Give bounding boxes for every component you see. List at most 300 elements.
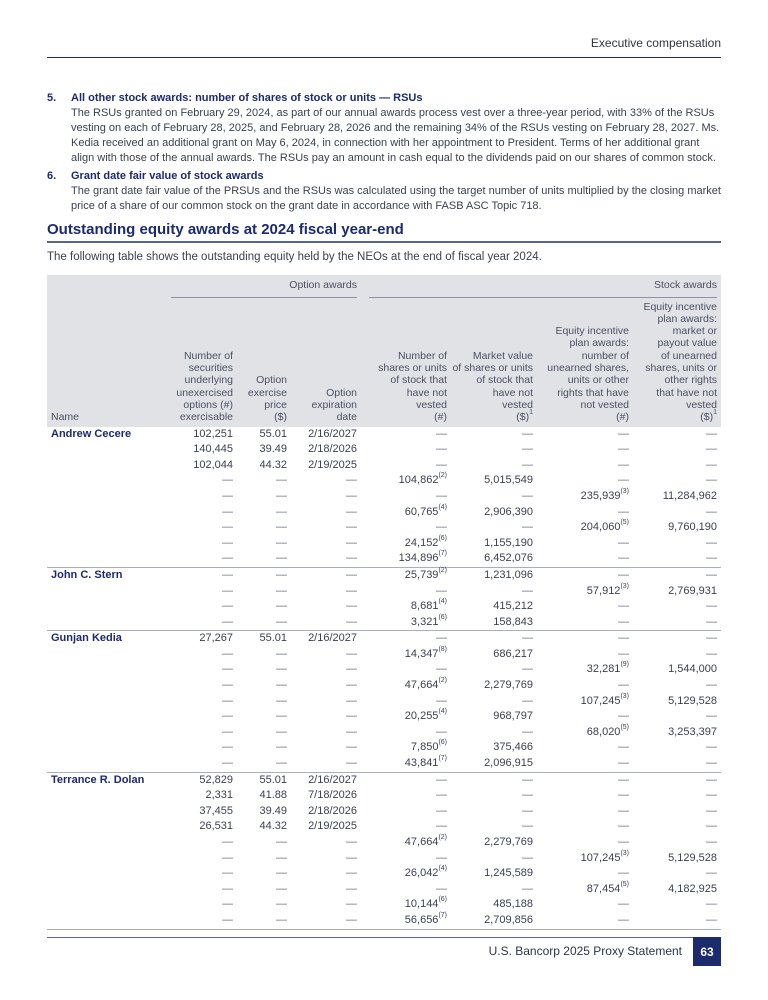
unvested-market-value: 2,709,856 — [451, 913, 537, 929]
unearned-payout-value: 5,129,528 — [668, 851, 717, 864]
unearned-shares: — — [618, 600, 629, 613]
expiration-date: — — [346, 521, 357, 534]
table-row — [47, 427, 721, 443]
unearned-shares: 235,939$^{(3)}$ — [580, 487, 629, 502]
unvested-shares: 56,656$^{(7)}$ — [361, 913, 451, 929]
options-exercisable: — — [222, 600, 233, 613]
exercise-price: — — [276, 851, 287, 864]
footnotes — [47, 91, 721, 217]
exercise-price: — — [276, 474, 287, 487]
unvested-market-value: — — [522, 725, 533, 738]
unearned-shares: — — [618, 443, 629, 456]
unvested-shares: 8,681$^{(4)}$ — [410, 598, 447, 613]
expiration-date: — — [346, 584, 357, 597]
equity-awards-table-wrapper — [47, 275, 721, 930]
name-cell — [47, 458, 165, 474]
column-header: Option expiration date — [311, 386, 357, 424]
footnote-6 — [47, 169, 721, 214]
footnote-ref: (3) — [620, 487, 629, 495]
options-exercisable: — — [222, 521, 233, 534]
expiration-date: — — [346, 898, 357, 911]
unvested-shares: — — [436, 725, 447, 738]
footnote-ref: (6) — [438, 896, 447, 904]
unearned-payout-value: — — [706, 443, 717, 456]
expiration-date: — — [346, 851, 357, 864]
column-header: Equity incentive plan awards: number of unearned shares, units or other rights that have not vested (#) — [547, 325, 629, 424]
unvested-shares: — — [436, 489, 447, 502]
exercise-price: 44.32 — [259, 820, 287, 833]
unvested-market-value: 375,466 — [493, 741, 533, 754]
unvested-shares: 25,739$^{(2)}$ — [404, 566, 447, 581]
footnote-ref: (3) — [620, 849, 629, 857]
unvested-shares: 104,862$^{(2)}$ — [398, 472, 447, 487]
table-row — [47, 615, 721, 631]
unearned-payout-value: — — [706, 836, 717, 848]
unearned-payout-value: — — [633, 756, 721, 772]
exercise-price: 41.88 — [259, 789, 287, 802]
exercise-price: — — [276, 647, 287, 660]
unvested-market-value: — — [522, 458, 533, 471]
unearned-payout-value: — — [706, 867, 717, 880]
unvested-market-value: — — [522, 443, 533, 456]
options-exercisable: 102,251 — [193, 427, 233, 440]
name-cell — [47, 584, 165, 600]
exercise-price: 55.01 — [259, 427, 287, 440]
unearned-payout-value: — — [706, 600, 717, 613]
unearned-shares: — — [618, 789, 629, 802]
footnote-title: All other stock awards: number of shares of stock or units — RSUs — [71, 92, 423, 104]
table-row — [47, 489, 721, 505]
unearned-shares: — — [537, 913, 633, 929]
page-number: 63 — [693, 937, 721, 966]
table-row — [47, 756, 721, 772]
footnote-title: Grant date fair value of stock awards — [71, 170, 264, 182]
section-rule — [47, 241, 721, 243]
unearned-payout-value: — — [706, 710, 717, 723]
unearned-payout-value: — — [633, 551, 721, 567]
name-cell — [47, 551, 165, 567]
footnote-body: The grant date fair value of the PRSUs and the RSUs was calculated using the target number of units multiplied by the closing market price of a share of our common stock on the grant date in accordance with FASB ASC Topic 718. — [71, 185, 721, 212]
equity-awards-table — [47, 275, 721, 930]
options-exercisable: — — [222, 882, 233, 895]
unvested-market-value: — — [522, 773, 533, 786]
footnote-ref: (5) — [620, 880, 629, 888]
table-row — [47, 505, 721, 521]
table-row — [47, 740, 721, 756]
unvested-market-value: — — [522, 427, 533, 440]
options-exercisable: 37,455 — [199, 804, 233, 817]
footnote-ref: (4) — [438, 708, 447, 716]
table-row — [47, 662, 721, 678]
unearned-shares: — — [618, 898, 629, 911]
name-cell — [47, 615, 165, 631]
options-exercisable: — — [165, 615, 237, 631]
unearned-shares: — — [618, 647, 629, 660]
unearned-payout-value: 4,182,925 — [668, 882, 717, 895]
expiration-date: 2/19/2025 — [308, 820, 357, 833]
unvested-market-value: — — [522, 694, 533, 707]
exercise-price: — — [276, 898, 287, 911]
name-cell — [47, 520, 165, 536]
options-exercisable: 2,331 — [205, 789, 233, 802]
header-rule — [47, 57, 721, 58]
exercise-price: 55.01 — [259, 773, 287, 786]
unvested-shares: — — [436, 584, 447, 597]
name-cell — [47, 662, 165, 678]
unearned-shares: 68,020$^{(5)}$ — [586, 723, 629, 738]
exercise-price: — — [276, 663, 287, 676]
expiration-date: — — [291, 615, 361, 631]
table-row — [47, 567, 721, 583]
name-cell — [47, 756, 165, 772]
unvested-shares: — — [436, 458, 447, 471]
unearned-shares: — — [618, 458, 629, 471]
exercise-price: — — [276, 505, 287, 518]
options-exercisable: — — [222, 584, 233, 597]
options-exercisable: — — [222, 647, 233, 660]
options-exercisable: — — [222, 851, 233, 864]
unearned-payout-value: — — [706, 773, 717, 786]
expiration-date: — — [346, 867, 357, 880]
exercise-price: — — [276, 836, 287, 848]
name-cell — [47, 866, 165, 882]
unearned-payout-value: — — [706, 568, 717, 581]
exercise-price: — — [237, 551, 291, 567]
options-exercisable: 102,044 — [193, 458, 233, 471]
section-intro: The following table shows the outstanding equity held by the NEOs at the end of fiscal year 2024. — [47, 251, 542, 263]
exercise-price: — — [276, 694, 287, 707]
table-row — [47, 599, 721, 615]
unearned-shares: 204,060$^{(5)}$ — [580, 519, 629, 534]
name-cell — [47, 647, 165, 663]
unearned-shares: — — [618, 427, 629, 440]
footer-doc-title: U.S. Bancorp 2025 Proxy Statement — [488, 944, 682, 958]
unvested-market-value: — — [522, 632, 533, 645]
table-row — [47, 631, 721, 647]
group-stock-awards — [361, 275, 721, 301]
unearned-payout-value: — — [706, 898, 717, 911]
exercise-price: — — [276, 600, 287, 613]
expiration-date: 2/18/2026 — [308, 804, 357, 817]
unvested-shares: — — [436, 851, 447, 864]
table-row — [47, 913, 721, 929]
table-row — [47, 835, 721, 851]
unvested-shares: 60,765$^{(4)}$ — [404, 503, 447, 518]
expiration-date: — — [346, 505, 357, 518]
table-row — [47, 442, 721, 458]
expiration-date: — — [291, 551, 361, 567]
table-row — [47, 694, 721, 710]
unvested-market-value: 5,015,549 — [484, 474, 533, 487]
options-exercisable: 140,445 — [193, 443, 233, 456]
exercise-price: 44.32 — [259, 458, 287, 471]
unearned-shares: 32,281$^{(9)}$ — [586, 661, 629, 676]
unearned-payout-value: 1,544,000 — [668, 663, 717, 676]
exercise-price: — — [276, 584, 287, 597]
expiration-date: — — [346, 489, 357, 502]
options-exercisable: — — [222, 741, 233, 754]
group-option-label: Option awards — [171, 278, 357, 298]
unvested-shares: 134,896$^{(7)}$ — [361, 551, 451, 567]
unvested-market-value: 1,245,589 — [484, 867, 533, 880]
unearned-shares: — — [618, 536, 629, 549]
exercise-price: — — [276, 568, 287, 581]
unearned-payout-value: 3,253,397 — [668, 725, 717, 738]
footnote-ref: (6) — [438, 739, 447, 747]
expiration-date: — — [346, 536, 357, 549]
expiration-date: 2/18/2026 — [308, 443, 357, 456]
name-cell — [47, 678, 165, 694]
expiration-date: 7/18/2026 — [308, 789, 357, 802]
table-row — [47, 804, 721, 820]
expiration-date: 2/16/2027 — [308, 632, 357, 645]
unvested-market-value: 158,843 — [451, 615, 537, 631]
unvested-shares: — — [436, 789, 447, 802]
expiration-date: — — [291, 756, 361, 772]
expiration-date: 2/16/2027 — [308, 427, 357, 440]
table-row — [47, 584, 721, 600]
table-row — [47, 866, 721, 882]
options-exercisable: — — [222, 536, 233, 549]
name-cell — [47, 913, 165, 929]
unvested-market-value: 2,096,915 — [451, 756, 537, 772]
name-cell — [47, 819, 165, 835]
footnote-ref: (5) — [620, 723, 629, 731]
options-exercisable: — — [222, 725, 233, 738]
expiration-date: — — [346, 725, 357, 738]
unearned-payout-value: — — [706, 741, 717, 754]
unvested-shares: 26,042$^{(4)}$ — [404, 865, 447, 880]
footnote-ref: (2) — [438, 472, 447, 480]
options-exercisable: — — [222, 836, 233, 848]
footnote-ref: (4) — [438, 503, 447, 511]
exercise-price: — — [276, 489, 287, 502]
unvested-market-value: 2,279,769 — [484, 679, 533, 692]
unvested-shares: 43,841$^{(7)}$ — [361, 756, 451, 772]
table-row — [47, 788, 721, 804]
unvested-shares: 20,255$^{(4)}$ — [404, 708, 447, 723]
table-body — [47, 427, 721, 930]
unvested-shares: — — [436, 632, 447, 645]
column-header: Number of securities underlying unexercised options (#) exercisable — [176, 349, 233, 424]
footnote-ref: (4) — [438, 865, 447, 873]
expiration-date: — — [346, 600, 357, 613]
options-exercisable: — — [165, 551, 237, 567]
unearned-payout-value: — — [633, 615, 721, 631]
table-row — [47, 897, 721, 913]
column-header: Equity incentive plan awards: market or payout value of unearned shares, units or other rights that have not vested ($)$^1$ — [643, 300, 717, 424]
expiration-date: — — [346, 679, 357, 692]
unearned-shares: — — [618, 568, 629, 581]
expiration-date: — — [346, 568, 357, 581]
options-exercisable: 52,829 — [199, 773, 233, 786]
unvested-market-value: — — [522, 521, 533, 534]
executive-name: Terrance R. Dolan — [51, 773, 145, 786]
table-row — [47, 536, 721, 552]
unvested-market-value: 2,906,390 — [484, 505, 533, 518]
options-exercisable: — — [222, 663, 233, 676]
expiration-date: — — [346, 647, 357, 660]
column-header: Number of shares or units of stock that have not vested (#) — [378, 349, 447, 424]
executive-name: Andrew Cecere — [51, 427, 132, 440]
column-header: Market value of shares or units of stock that have not vested ($)$^1$ — [452, 349, 533, 424]
unearned-shares: — — [537, 756, 633, 772]
unearned-payout-value: — — [706, 458, 717, 471]
name-cell — [47, 473, 165, 489]
table-row — [47, 851, 721, 867]
unvested-market-value: 415,212 — [493, 600, 533, 613]
name-cell — [47, 536, 165, 552]
name-cell — [47, 897, 165, 913]
expiration-date: — — [346, 741, 357, 754]
options-exercisable: — — [222, 694, 233, 707]
options-exercisable: — — [222, 679, 233, 692]
unvested-market-value: — — [522, 663, 533, 676]
unearned-shares: — — [618, 474, 629, 487]
unearned-shares: — — [537, 551, 633, 567]
unearned-shares: 57,912$^{(3)}$ — [586, 582, 629, 597]
footnote-ref: (5) — [620, 519, 629, 527]
unearned-shares: — — [618, 632, 629, 645]
expiration-date: — — [346, 836, 357, 848]
footnote-ref: (2) — [438, 677, 447, 685]
unvested-market-value: 686,217 — [493, 647, 533, 660]
unvested-shares: — — [436, 773, 447, 786]
options-exercisable: — — [222, 867, 233, 880]
unearned-shares: 87,454$^{(5)}$ — [586, 880, 629, 895]
unvested-shares: 7,850$^{(6)}$ — [410, 739, 447, 754]
exercise-price: 55.01 — [259, 632, 287, 645]
name-cell — [47, 788, 165, 804]
expiration-date: — — [346, 663, 357, 676]
unvested-market-value: 485,188 — [493, 898, 533, 911]
expiration-date: — — [346, 882, 357, 895]
footnote-ref: (8) — [438, 645, 447, 653]
expiration-date: — — [291, 913, 361, 929]
unvested-shares: — — [436, 427, 447, 440]
group-stock-label: Stock awards — [369, 278, 717, 298]
unearned-shares: — — [618, 679, 629, 692]
unearned-payout-value: — — [706, 679, 717, 692]
unvested-shares: — — [436, 820, 447, 833]
options-exercisable: — — [222, 568, 233, 581]
table-row — [47, 473, 721, 489]
unearned-shares: — — [537, 615, 633, 631]
table-row — [47, 819, 721, 835]
executive-name: John C. Stern — [51, 568, 123, 581]
footnote-ref: (7) — [438, 755, 447, 763]
unearned-payout-value: — — [706, 804, 717, 817]
footnote-ref: (7) — [438, 550, 447, 558]
footnote-ref: (6) — [438, 613, 447, 621]
column-header: Option exercise price ($) — [247, 374, 287, 424]
table-row — [47, 772, 721, 788]
footnote-number: 6. — [47, 170, 57, 182]
unearned-shares: — — [618, 710, 629, 723]
section-title: Outstanding equity awards at 2024 fiscal year-end — [47, 221, 404, 238]
unearned-shares: — — [618, 741, 629, 754]
exercise-price: 39.49 — [259, 443, 287, 456]
footnote-ref: (6) — [438, 534, 447, 542]
name-cell — [47, 835, 165, 851]
unvested-shares: — — [436, 521, 447, 534]
unvested-shares: — — [436, 882, 447, 895]
name-cell — [47, 694, 165, 710]
name-cell — [47, 804, 165, 820]
unearned-payout-value: — — [706, 474, 717, 487]
running-header: Executive compensation — [590, 36, 721, 50]
unearned-payout-value: — — [706, 647, 717, 660]
unvested-market-value: — — [522, 584, 533, 597]
unvested-market-value: — — [522, 804, 533, 817]
footnote-ref: (9) — [620, 661, 629, 669]
exercise-price: — — [276, 725, 287, 738]
unearned-payout-value: — — [706, 536, 717, 549]
footnote-5 — [47, 91, 721, 166]
exercise-price: — — [276, 710, 287, 723]
table-row — [47, 882, 721, 898]
unearned-shares: — — [618, 505, 629, 518]
unearned-payout-value: — — [706, 632, 717, 645]
unearned-payout-value: — — [633, 913, 721, 929]
column-header-row — [47, 301, 721, 427]
table-row — [47, 551, 721, 567]
table-row — [47, 709, 721, 725]
footnote-ref: (4) — [438, 598, 447, 606]
unearned-shares: — — [618, 867, 629, 880]
unvested-market-value: — — [522, 489, 533, 502]
options-exercisable: 27,267 — [199, 632, 233, 645]
options-exercisable: — — [222, 710, 233, 723]
options-exercisable: — — [222, 898, 233, 911]
unearned-shares: — — [618, 836, 629, 848]
unearned-shares: — — [618, 820, 629, 833]
unvested-shares: 3,321$^{(6)}$ — [361, 615, 451, 631]
exercise-price: — — [237, 756, 291, 772]
name-cell — [47, 442, 165, 458]
unvested-market-value: 1,155,190 — [484, 536, 533, 549]
footnote-ref: (7) — [438, 911, 447, 919]
unearned-payout-value: — — [706, 820, 717, 833]
unearned-payout-value: 9,760,190 — [668, 521, 717, 534]
exercise-price: — — [276, 679, 287, 692]
unearned-payout-value: 11,284,962 — [662, 489, 717, 502]
column-group-row — [47, 275, 721, 301]
table-row — [47, 725, 721, 741]
exercise-price: — — [237, 615, 291, 631]
unvested-market-value: 6,452,076 — [451, 551, 537, 567]
options-exercisable: — — [222, 505, 233, 518]
unvested-market-value: — — [522, 820, 533, 833]
footnote-body: The RSUs granted on February 29, 2024, as part of our annual awards process vest over a three-year period, with 33% of the RSUs vesting on each of February 28, 2025, and February 28, 2026 and the remaining 34% of the RSUs vesting on February 28, 2027. Ms. Kedia received an additional grant on May 6, 2024, in connection with her appointment to President. Terms of her additional grant align with those of the annual awards. The RSUs pay an amount in cash equal to the dividends paid on our shares of common stock. — [71, 107, 720, 164]
unvested-market-value: 968,797 — [493, 710, 533, 723]
name-cell — [47, 709, 165, 725]
footnote-ref: (2) — [438, 566, 447, 574]
footer-rule — [47, 937, 694, 938]
unvested-shares: 24,152$^{(6)}$ — [404, 534, 447, 549]
name-cell — [47, 740, 165, 756]
exercise-price: — — [276, 741, 287, 754]
name-cell — [47, 851, 165, 867]
expiration-date: — — [346, 474, 357, 487]
footnote-ref: (2) — [438, 834, 447, 841]
name-cell — [47, 725, 165, 741]
executive-name: Gunjan Kedia — [51, 632, 122, 645]
exercise-price: — — [237, 913, 291, 929]
unvested-shares: — — [436, 804, 447, 817]
unearned-shares: 107,245$^{(3)}$ — [580, 849, 629, 864]
unearned-shares: 107,245$^{(3)}$ — [580, 692, 629, 707]
